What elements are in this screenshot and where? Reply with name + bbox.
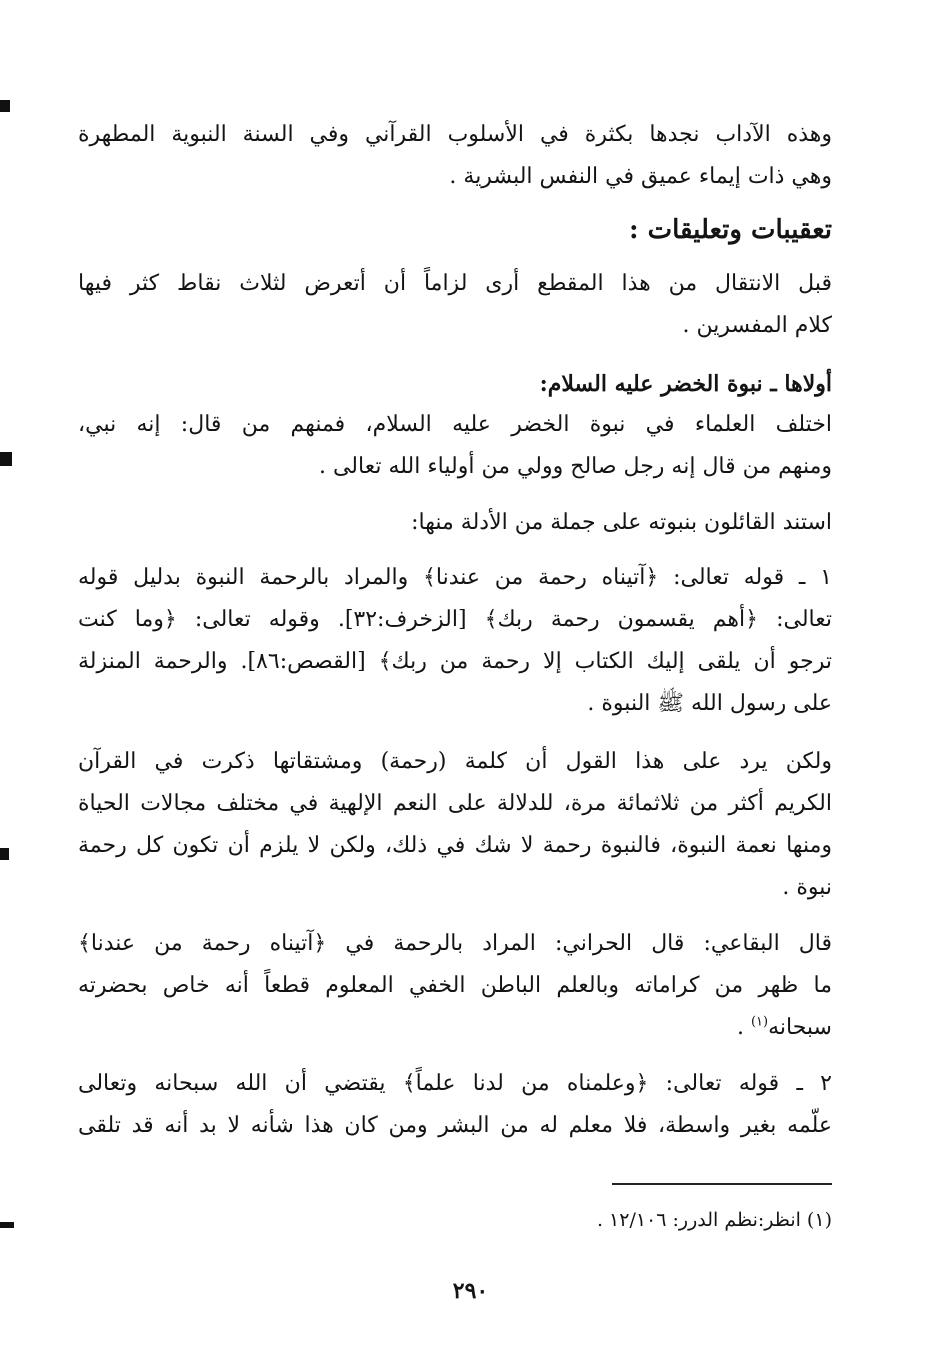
text-line: اختلف العلماء في نبوة الخضر عليه السلام، فمنهم من قال: إنه نبي، bbox=[78, 412, 832, 437]
footnote-divider bbox=[612, 1183, 832, 1185]
text-line: على رسول الله ﷺ النبوة . bbox=[587, 691, 832, 716]
scan-edge-mark bbox=[0, 452, 12, 466]
text-line: ولكن يرد على هذا القول أن كلمة (رحمة) ومشتقاتها ذكرت في القرآن bbox=[78, 749, 832, 774]
text-line: الكريم أكثر من ثلاثمائة مرة، للدلالة على النعم الإلهية في مختلف مجالات الحياة bbox=[78, 791, 832, 816]
text-line: ومنهم من قال إنه رجل صالح وولي من أولياء الله تعالى . bbox=[318, 454, 832, 479]
text-fragment: سبحانه bbox=[768, 1015, 832, 1040]
point-two-paragraph bbox=[78, 1063, 832, 1147]
text-line: ٢ ـ قوله تعالى: ﴿وعلمناه من لدنا علماً﴾ يقتضي أن الله سبحانه وتعالى bbox=[78, 1071, 832, 1096]
text-line bbox=[78, 1007, 832, 1049]
text-line: استند القائلون بنبوته على جملة من الأدلة منها: bbox=[411, 510, 832, 535]
point-one-paragraph bbox=[78, 557, 832, 725]
scan-edge-mark bbox=[0, 848, 9, 860]
text-line: ترجو أن يلقى إليك الكتاب إلا رحمة من ربك﴾ [القصص:٨٦]. والرحمة المنزلة bbox=[78, 649, 832, 674]
text-line: كلام المفسرين . bbox=[682, 313, 832, 338]
scan-edge-mark bbox=[0, 1222, 14, 1228]
text-line: وهي ذات إيماء عميق في النفس البشرية . bbox=[449, 164, 832, 189]
text-line: علّمه بغير واسطة، فلا معلم له من البشر ومن كان هذا شأنه لا بد أنه قد تلقى bbox=[78, 1113, 832, 1138]
intro-paragraph bbox=[78, 114, 832, 198]
text-line: ومنها نعمة النبوة، فالنبوة رحمة لا شك في ذلك، ولكن لا يلزم أن تكون كل رحمة bbox=[78, 833, 832, 858]
text-line: ما ظهر من كراماته وبالعلم الباطن الخفي المعلوم قطعاً أنه خاص بحضرته bbox=[78, 973, 832, 998]
section-heading: تعقيبات وتعليقات : bbox=[628, 215, 832, 245]
text-fragment: . bbox=[736, 1015, 751, 1040]
footnote-reference[interactable]: (١) bbox=[750, 1014, 769, 1030]
text-line: نبوة . bbox=[782, 875, 832, 900]
before-paragraph bbox=[78, 263, 832, 347]
text-line: ١ ـ قوله تعالى: ﴿آتيناه رحمة من عندنا﴾ والمراد بالرحمة النبوة بدليل قوله bbox=[78, 565, 832, 590]
text-line: وهذه الآداب نجدها بكثرة في الأسلوب القرآني وفي السنة النبوية المطهرة bbox=[78, 122, 832, 147]
footnote: (١) انظر:نظم الدرر: ١٢/١٠٦ . bbox=[596, 1209, 832, 1231]
text-line: تعالى: ﴿أهم يقسمون رحمة ربك﴾ [الزخرف:٣٢]. وقوله تعالى: ﴿وما كنت bbox=[78, 607, 832, 632]
subsection-heading: أولاها ـ نبوة الخضر عليه السلام: bbox=[539, 371, 832, 397]
scan-edge-mark bbox=[0, 100, 10, 112]
text-line: قال البقاعي: قال الحراني: المراد بالرحمة في ﴿آتيناه رحمة من عندنا﴾ bbox=[78, 931, 832, 956]
differed-paragraph bbox=[78, 404, 832, 488]
text-line: قبل الانتقال من هذا المقطع أرى لزاماً أن أتعرض لثلاث نقاط كثر فيها bbox=[78, 271, 832, 296]
biqai-paragraph bbox=[78, 923, 832, 1049]
however-paragraph bbox=[78, 741, 832, 909]
relied-paragraph bbox=[78, 502, 832, 544]
page-number: ٢٩٠ bbox=[452, 1278, 489, 1304]
